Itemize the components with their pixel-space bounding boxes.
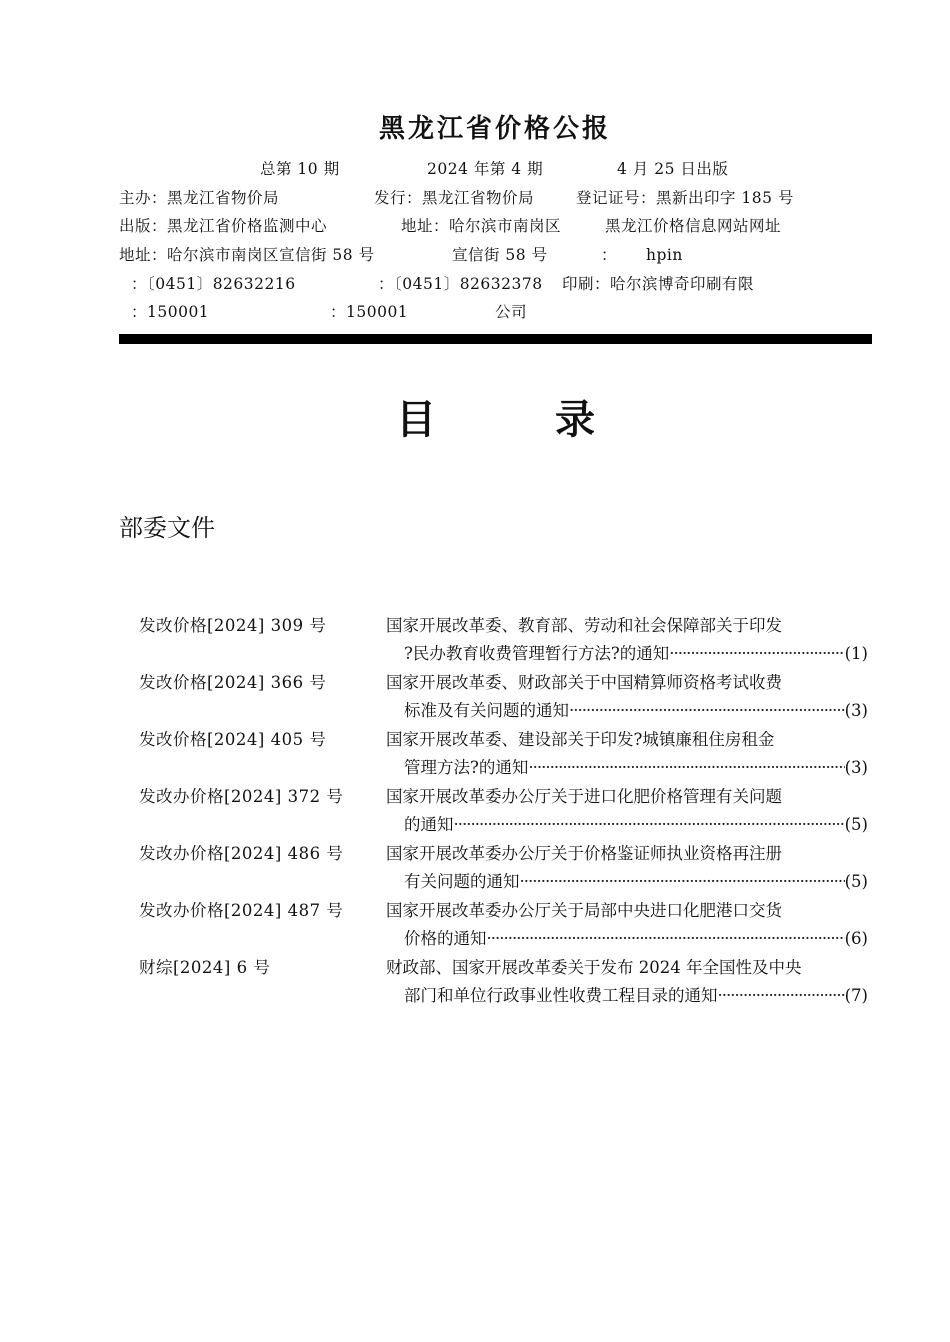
toc-list	[0, 612, 950, 1011]
masthead-organizer: 主办：黑龙江省物价局	[119, 189, 280, 207]
toc-entry-title-line2: 价格的通知	[404, 929, 487, 948]
toc-heading-right: 录	[555, 397, 595, 443]
toc-entry-title-line1: 国家开展改革委办公厅关于进口化肥价格管理有关问题	[386, 787, 782, 806]
toc-entry-code: 发改办价格[2024] 372 号	[139, 787, 344, 806]
masthead-phone: ：〔0451〕82632216	[131, 275, 296, 293]
toc-entry[interactable]	[0, 897, 950, 954]
toc-entry-title-line1: 国家开展改革委、教育部、劳动和社会保障部关于印发	[386, 616, 782, 635]
masthead-distributor: 发行：黑龙江省物价局	[374, 189, 535, 207]
toc-entry-code: 发改办价格[2024] 486 号	[139, 844, 344, 863]
masthead-address: 地址：哈尔滨市南岗区宣信街 58 号	[119, 246, 375, 264]
toc-leader-dots	[718, 986, 845, 1005]
header-divider	[119, 334, 872, 344]
section-title: 部委文件	[119, 514, 215, 542]
toc-entry-title-line1: 财政部、国家开展改革委关于发布 2024 年全国性及中央	[386, 958, 802, 977]
toc-entry-title-line2: 的通知	[404, 815, 454, 834]
toc-entry[interactable]	[0, 840, 950, 897]
toc-entry[interactable]	[0, 783, 950, 840]
toc-leader-dots	[569, 701, 845, 720]
toc-heading-left: 目	[396, 397, 436, 443]
toc-entry-code: 发改价格[2024] 405 号	[139, 730, 327, 749]
toc-entry-code: 财综[2024] 6 号	[139, 958, 271, 977]
toc-entry-code: 发改价格[2024] 309 号	[139, 616, 327, 635]
issue-year: 2024 年第 4 期	[427, 160, 544, 178]
masthead-website-colon: ：	[601, 246, 618, 264]
masthead-distributor-postcode: ：150001	[330, 303, 409, 321]
toc-entry-page: (6)	[844, 929, 868, 948]
toc-entry-code: 发改价格[2024] 366 号	[139, 673, 327, 692]
toc-entry-title-line1: 国家开展改革委办公厅关于价格鉴证师执业资格再注册	[386, 844, 782, 863]
masthead-registration: 登记证号：黑新出印字 185 号	[576, 189, 794, 207]
toc-entry-title-line2: 部门和单位行政事业性收费工程目录的通知	[404, 986, 718, 1005]
masthead-postcode: ：150001	[131, 303, 210, 321]
publish-date: 4 月 25 日出版	[617, 160, 729, 178]
masthead-distributor-phone: ：〔0451〕82632378	[378, 275, 543, 293]
toc-entry-page: (1)	[844, 644, 868, 663]
toc-entry-title-line1: 国家开展改革委办公厅关于局部中央进口化肥港口交货	[386, 901, 782, 920]
toc-entry-title-line2: 管理方法?的通知	[404, 758, 529, 777]
toc-entry-title-line2: 有关问题的通知	[404, 872, 520, 891]
toc-leader-dots	[520, 872, 845, 891]
toc-entry[interactable]	[0, 669, 950, 726]
toc-entry[interactable]	[0, 726, 950, 783]
masthead-distributor-address: 地址：哈尔滨市南岗区	[401, 217, 562, 235]
toc-entry-page: (3)	[844, 701, 868, 720]
masthead-printer: 印刷：哈尔滨博奇印刷有限	[562, 275, 755, 293]
toc-entry-title-line1: 国家开展改革委、建设部关于印发?城镇廉租住房租金	[386, 730, 775, 749]
toc-entry-code: 发改办价格[2024] 487 号	[139, 901, 344, 920]
toc-entry-title-line2: ?民办教育收费管理暂行方法?的通知	[404, 644, 670, 663]
masthead-website-label: 黑龙江价格信息网站网址	[605, 217, 782, 235]
issue-total: 总第 10 期	[260, 160, 340, 178]
toc-leader-dots	[528, 758, 844, 777]
toc-entry-page: (5)	[844, 815, 868, 834]
bulletin-title: 黑龙江省价格公报	[378, 114, 611, 144]
toc-entry-page: (5)	[844, 872, 868, 891]
masthead-distributor-street: 宣信街 58 号	[452, 246, 548, 264]
masthead-publisher: 出版：黑龙江省价格监测中心	[119, 217, 328, 235]
toc-entry-page: (7)	[844, 986, 868, 1005]
toc-entry[interactable]	[0, 612, 950, 669]
toc-leader-dots	[454, 815, 845, 834]
toc-entry-page: (3)	[844, 758, 868, 777]
masthead-website-url: hpin	[646, 246, 683, 264]
toc-entry-title-line1: 国家开展改革委、财政部关于中国精算师资格考试收费	[386, 673, 782, 692]
masthead-printer-company: 公司	[495, 303, 528, 321]
toc-leader-dots	[487, 929, 845, 948]
toc-entry[interactable]	[0, 954, 950, 1011]
toc-entry-title-line2: 标准及有关问题的通知	[404, 701, 569, 720]
toc-leader-dots	[669, 644, 844, 663]
